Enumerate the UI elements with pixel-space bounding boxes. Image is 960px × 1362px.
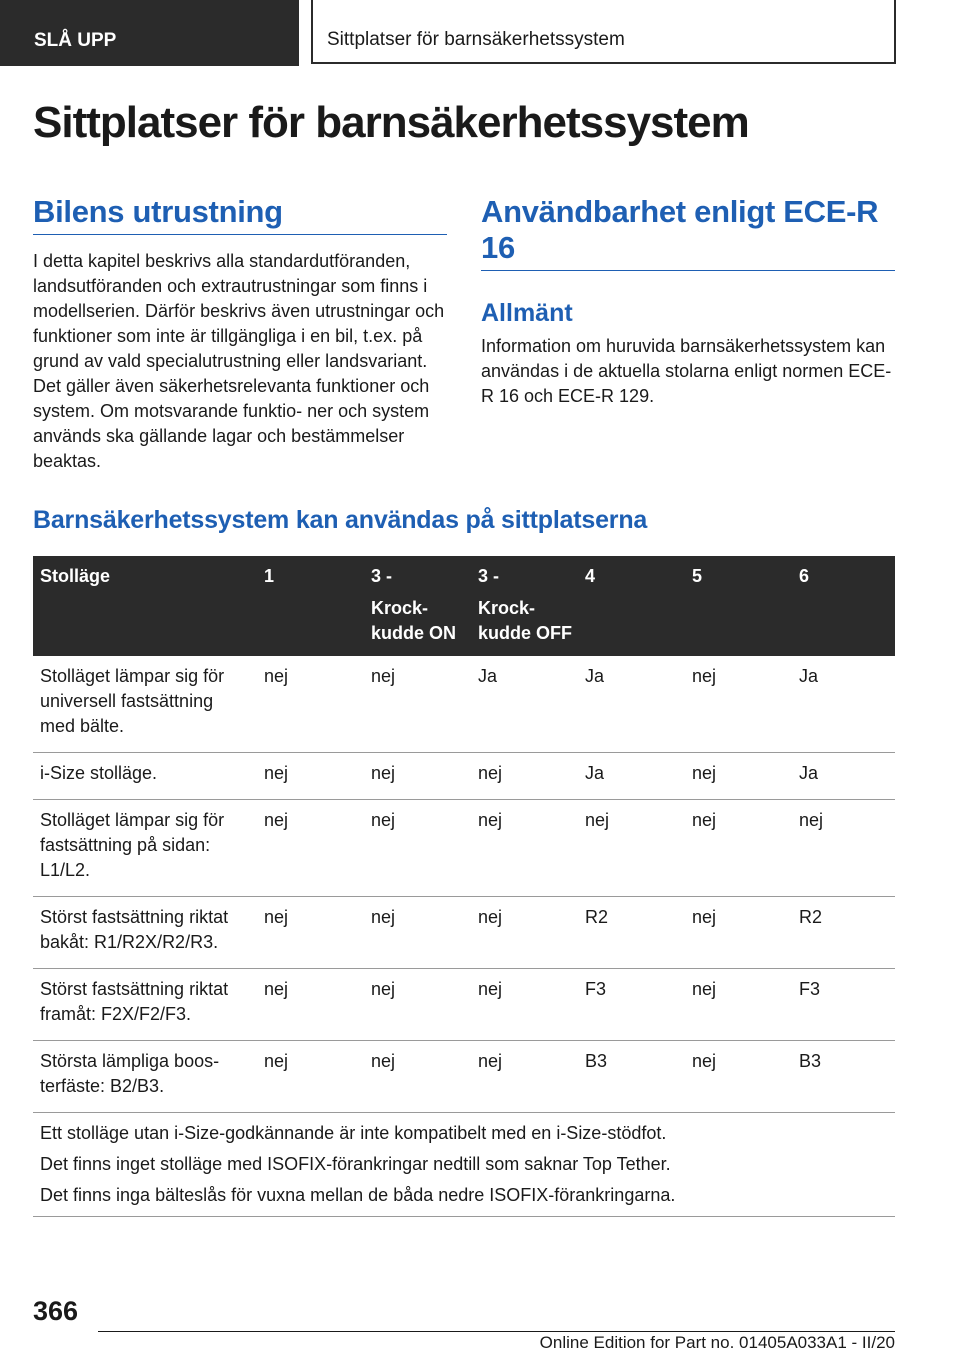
row-label-cell: Stolläget lämpar sig för universell fastsättning med bälte. xyxy=(33,656,257,753)
table-cell: nej xyxy=(257,897,364,969)
table-cell: nej xyxy=(578,800,685,897)
column-header-text: 3 - xyxy=(371,566,393,586)
page-number: 366 xyxy=(33,1296,79,1326)
column-header xyxy=(792,556,895,656)
page-title: Sittplatser för barnsäkerhetssystem xyxy=(33,98,749,147)
table-cell: nej xyxy=(685,753,792,800)
table-cell: nej xyxy=(471,897,578,969)
vehicle-equipment-heading: Bilens utrustning xyxy=(33,194,447,235)
table-cell: nej xyxy=(364,1041,471,1113)
table-heading: Barnsäkerhetssystem kan användas på sittplatserna xyxy=(33,506,648,534)
table-cell: nej xyxy=(471,1041,578,1113)
table-cell: F3 xyxy=(578,969,685,1041)
table-cell: R2 xyxy=(578,897,685,969)
table-cell: nej xyxy=(257,1041,364,1113)
table-cell: nej xyxy=(471,969,578,1041)
column-header-text: 3 - xyxy=(478,566,500,586)
table-cell: nej xyxy=(471,753,578,800)
table-row xyxy=(33,1041,895,1113)
table-cell: nej xyxy=(685,800,792,897)
table-cell: nej xyxy=(257,800,364,897)
general-text: Information om huruvida barnsäkerhetssystem kan användas i de aktuella stolarna enligt normen ECE-R 16 och ECE-R 129. xyxy=(481,336,892,406)
top-navigation-bar xyxy=(0,0,960,66)
row-label-cell: Största lämpliga boos‐ terfäste: B2/B3. xyxy=(33,1041,257,1113)
ece-r16-heading: Användbarhet enligt ECE-R 16 xyxy=(481,194,895,271)
table-row xyxy=(33,897,895,969)
table-row xyxy=(33,656,895,753)
table-cell: nej xyxy=(471,800,578,897)
row-label-cell: Störst fastsättning riktat bakåt: R1/R2X/R2/R3. xyxy=(33,897,257,969)
column-header xyxy=(578,556,685,656)
column-header xyxy=(257,556,364,656)
column-header xyxy=(33,556,257,656)
column-header-text: 6 xyxy=(799,566,810,586)
column-header-text: 4 xyxy=(585,566,596,586)
table-cell: nej xyxy=(364,969,471,1041)
column-header-text: 5 xyxy=(692,566,703,586)
table-cell: nej xyxy=(792,800,895,897)
table-cell: nej xyxy=(257,656,364,753)
table-cell: nej xyxy=(257,969,364,1041)
column-header-text: Krock‐ kudde OFF xyxy=(478,598,572,643)
table-notes-row xyxy=(33,1113,895,1217)
column-header-text: 1 xyxy=(264,566,275,586)
table-notes-cell xyxy=(33,1113,895,1217)
child-seat-table xyxy=(33,556,895,1217)
table-body xyxy=(33,656,895,1217)
row-label-cell: Stolläget lämpar sig för fastsättning på sidan: L1/L2. xyxy=(33,800,257,897)
vehicle-equipment-section xyxy=(33,194,447,474)
vehicle-equipment-text: I detta kapitel beskrivs alla standardutföranden, landsutföranden och extrautrustningar som finns i modellserien. Därför beskrivs även utrustningar och funktioner som inte är tillgängliga i en bil, t.ex. på grund av vald specialutrustning eller landsvariant. Det gäller även säkerhetsrelevanta funktioner och system. Om motsvarande funktio‐ ner och system används ska gällande lagar och bestämmelser beaktas. xyxy=(33,251,445,471)
table-cell: nej xyxy=(364,656,471,753)
table-note: Det finns inga bälteslås för vuxna mellan de båda nedre ISOFIX-förankringarna. xyxy=(40,1185,676,1205)
table-note: Det finns inget stolläge med ISOFIX-förankringar nedtill som saknar Top Tether. xyxy=(40,1154,671,1174)
table-cell: B3 xyxy=(578,1041,685,1113)
table-cell: nej xyxy=(685,1041,792,1113)
column-header xyxy=(685,556,792,656)
section-tab[interactable]: Sittplatser för barnsäkerhetssystem xyxy=(311,0,896,64)
ece-r16-section xyxy=(481,194,895,409)
row-label-cell: i-Size stolläge. xyxy=(33,753,257,800)
table-cell: nej xyxy=(364,897,471,969)
column-header xyxy=(364,556,471,656)
table-row xyxy=(33,753,895,800)
footer-edition: Online Edition for Part no. 01405A033A1 - II/20 xyxy=(539,1333,895,1352)
table-cell: nej xyxy=(685,969,792,1041)
table-cell: nej xyxy=(685,656,792,753)
general-subheading: Allmänt xyxy=(481,299,573,327)
table-cell: Ja xyxy=(578,753,685,800)
look-up-tab[interactable]: SLÅ UPP xyxy=(0,0,299,66)
table-row xyxy=(33,969,895,1041)
table-cell: nej xyxy=(364,753,471,800)
table-cell: Ja xyxy=(792,656,895,753)
column-header-text: Krock‐ kudde ON xyxy=(371,598,457,643)
table-cell: nej xyxy=(257,753,364,800)
table-cell: R2 xyxy=(792,897,895,969)
row-label-cell: Störst fastsättning riktat framåt: F2X/F2/F3. xyxy=(33,969,257,1041)
table-cell: nej xyxy=(685,897,792,969)
table-header-row xyxy=(33,556,895,656)
column-header-text: Stolläge xyxy=(40,566,111,586)
table-row xyxy=(33,800,895,897)
table-cell: Ja xyxy=(578,656,685,753)
table-cell: Ja xyxy=(471,656,578,753)
table-header xyxy=(33,556,895,656)
column-header xyxy=(471,556,578,656)
table-cell: F3 xyxy=(792,969,895,1041)
table-cell: Ja xyxy=(792,753,895,800)
table-note: Ett stolläge utan i-Size-godkännande är inte kompatibelt med en i-Size-stödfot. xyxy=(40,1123,667,1143)
footer-divider xyxy=(98,1331,895,1332)
table-cell: nej xyxy=(364,800,471,897)
table-cell: B3 xyxy=(792,1041,895,1113)
